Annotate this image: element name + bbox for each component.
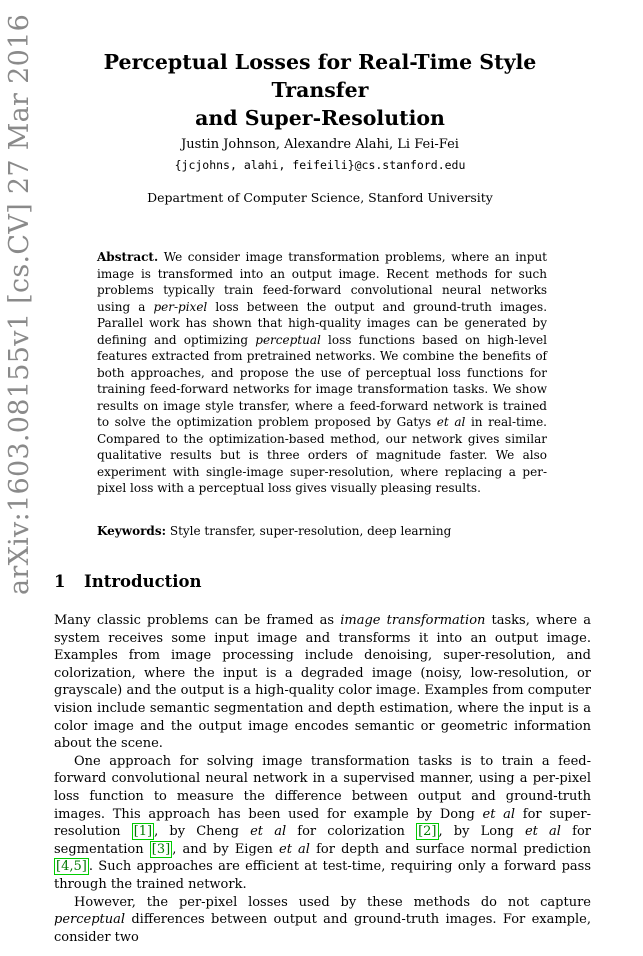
keywords	[97, 524, 547, 538]
body-text	[54, 612, 591, 946]
arxiv-side-label: arXiv:1603.08155v1 [cs.CV] 27 Mar 2016	[4, 13, 35, 595]
abstract	[97, 249, 547, 497]
emphasis: perceptual	[54, 912, 126, 928]
abstract-emphasis: et al	[436, 415, 466, 429]
section-heading	[54, 572, 202, 591]
paper-title	[60, 48, 580, 132]
affiliation: Department of Computer Science, Stanford University	[147, 190, 493, 205]
abstract-text: loss between the output and ground-truth images. Parallel work has shown that high-quality images can be generated by defining and optimizing	[97, 299, 548, 347]
text: Many classic problems can be framed as	[54, 613, 341, 628]
author-emails: {jcjohns, alahi, feifeili}@cs.stanford.edu	[174, 158, 466, 172]
abstract-text: in real-time. Compared to the optimization-based method, our network gives similar qualitative results but is three orders of magnitude faster. We also experiment with single-image super-resolution, where replacing a per-pixel loss with a perceptual loss gives visually pleasing results.	[97, 415, 547, 495]
keywords-label: Keywords:	[97, 524, 167, 538]
abstract-emphasis: perceptual	[255, 332, 321, 347]
text: tasks, where a system receives some input image and transforms it into an output image. Examples from image processing include denoising, super-resolution, and colorization, where the input is a degraded image (noisy, low-resolution, or grayscale) and the output is a high-quality color image. Examples from computer vision include semantic segmentation and depth estimation, where the input is a color image and the output image encodes semantic or geometric information about the scene.	[54, 613, 591, 752]
abstract-emphasis: per-pixel	[153, 299, 208, 314]
text: for depth and surface normal prediction	[309, 841, 591, 857]
text: , and by Eigen	[172, 841, 279, 857]
emphasis: et al	[279, 841, 310, 857]
text: for segmentation	[54, 824, 591, 857]
emphasis: image transformation	[340, 613, 486, 628]
title-line-2: and Super-Resolution	[195, 106, 445, 130]
keywords-text: Style transfer, super-resolution, deep learning	[169, 524, 452, 538]
paragraph	[54, 894, 591, 947]
abstract-text: loss functions based on high-level features extracted from pretrained networks. We combine the benefits of both approaches, and propose the use of perceptual loss functions for training feed-forward networks for image transformation tasks. We show results on image style transfer, where a feed-forward network is trained to solve the optimization problem proposed by Gatys	[97, 332, 547, 429]
text: . Such approaches are efficient at test-time, requiring only a forward pass through the trained network.	[54, 859, 591, 892]
text: for super-resolution	[54, 806, 591, 840]
text: differences between output and ground-truth images. For example, consider two	[54, 912, 591, 945]
section-number: 1	[54, 572, 66, 591]
authors: Justin Johnson, Alexandre Alahi, Li Fei-Fei	[181, 137, 459, 152]
emphasis: et al	[250, 824, 287, 840]
abstract-label: Abstract.	[97, 250, 159, 264]
text: One approach for solving image transformation tasks is to train a feed-forward convolutional neural network in a supervised manner, using a per-pixel loss function to measure the difference between output and ground-truth images. This approach has been used for example by Dong	[54, 753, 591, 822]
citation-link[interactable]: [4,5]	[56, 859, 87, 875]
section-title: Introduction	[84, 572, 202, 591]
citation-link[interactable]: [2]	[418, 824, 437, 840]
paragraph	[54, 612, 591, 753]
abstract-text: We consider image transformation problems, where an input image is transformed into an output image. Recent methods for such problems typically train feed-forward convolutional neural networks using a	[97, 250, 547, 314]
text: for colorization	[286, 824, 417, 840]
text: , by Long	[438, 824, 525, 840]
citation-link[interactable]: [3]	[151, 841, 171, 857]
title-line-1: Perceptual Losses for Real-Time Style Transfer	[103, 50, 537, 102]
citation-link[interactable]: [1]	[133, 824, 153, 840]
emphasis: et al	[482, 806, 516, 822]
emphasis: et al	[524, 824, 561, 840]
paragraph	[54, 753, 591, 894]
text: , by Cheng	[154, 824, 251, 840]
text: However, the per-pixel losses used by these methods do not capture	[74, 894, 591, 910]
